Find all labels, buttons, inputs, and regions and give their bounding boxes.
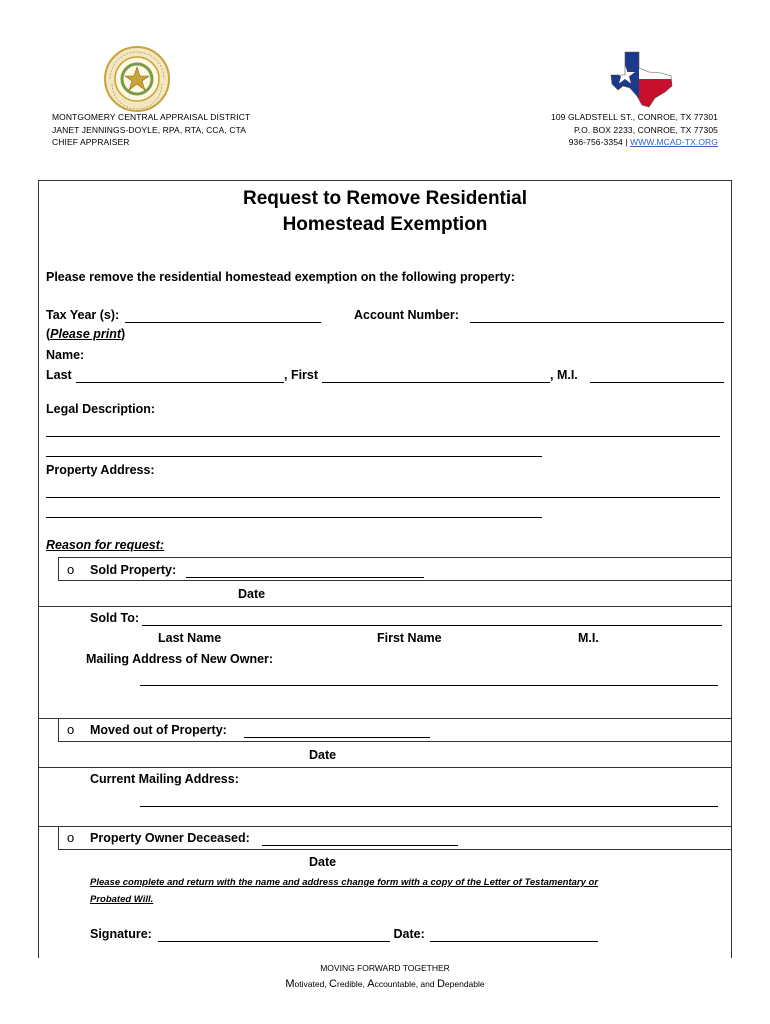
deceased-label: Property Owner Deceased: (90, 831, 250, 845)
separator: | (622, 137, 631, 147)
mi-field[interactable] (590, 382, 724, 383)
district-name: MONTGOMERY CENTRAL APPRAISAL DISTRICT (52, 112, 251, 122)
sold-to-label: Sold To: (90, 611, 140, 625)
form-title-line2: Homestead Exemption (282, 214, 488, 235)
please-print-note: (Please print) (46, 327, 126, 341)
mi-caption: M.I. (578, 631, 599, 645)
tagline-a: A (367, 978, 375, 990)
tax-year-label: Tax Year (s): (46, 308, 120, 322)
legal-description-line1[interactable] (46, 436, 720, 437)
name-label: Name: (46, 348, 85, 362)
sold-property-radio[interactable]: o (67, 562, 75, 577)
signature-label: Signature: (90, 927, 152, 941)
phone-number: 936-756-3354 (568, 137, 623, 147)
chief-appraiser-title: CHIEF APPRAISER (52, 137, 130, 147)
property-address-line2[interactable] (46, 517, 542, 518)
moved-out-radio[interactable]: o (67, 722, 75, 737)
instructions-line1: Please complete and return with the name and address change form with a copy of the Letter of Testamentary or (90, 877, 599, 888)
po-box: P.O. BOX 2233, CONROE, TX 77305 (573, 124, 718, 135)
mcad-seal (104, 46, 170, 112)
tagline-d: D (436, 978, 445, 990)
form-title (0, 186, 770, 238)
legal-description-line2[interactable] (46, 456, 542, 457)
property-address-line1[interactable] (46, 497, 720, 498)
first-name-caption: First Name (377, 631, 442, 645)
tagline-otivated: otivated, (294, 979, 330, 989)
sold-to-field[interactable] (142, 625, 722, 626)
last-name-label: Last (46, 368, 72, 382)
form-title-line1: Request to Remove Residential (242, 188, 528, 209)
chief-appraiser-name: JANET JENNINGS-DOYLE, RPA, RTA, CCA, CTA (52, 124, 247, 135)
moved-out-date-caption: Date (309, 748, 337, 762)
deceased-radio[interactable]: o (67, 830, 75, 845)
property-address-label: Property Address: (46, 463, 155, 477)
tagline-ccountable: ccountable, and (374, 979, 437, 989)
tagline-ependable: ependable (444, 979, 485, 989)
mailing-new-owner-field[interactable] (140, 685, 718, 686)
footer-slogan: MOVING FORWARD TOGETHER (320, 963, 450, 973)
footer-tagline (0, 978, 770, 990)
district-info (52, 111, 250, 149)
texas-flag-map (609, 50, 673, 108)
intro-text: Please remove the residential homestead exemption on the following property: (46, 270, 515, 284)
phone-website-line (551, 136, 718, 149)
account-number-field[interactable] (470, 322, 724, 323)
tagline-m: M (285, 978, 295, 990)
please-print-text: Please print (50, 327, 122, 341)
sold-property-date-field[interactable] (186, 577, 424, 578)
legal-description-label: Legal Description: (46, 402, 156, 416)
deceased-date-field[interactable] (262, 845, 458, 846)
sold-property-date-caption: Date (238, 587, 266, 601)
contact-info (551, 111, 718, 149)
moved-out-date-field[interactable] (244, 737, 430, 738)
street-address: 109 GLADSTELL ST., CONROE, TX 77301 (551, 112, 718, 122)
account-number-label: Account Number: (354, 308, 459, 322)
mailing-new-owner-label: Mailing Address of New Owner: (86, 652, 274, 666)
website-link[interactable]: WWW.MCAD-TX.ORG (630, 137, 718, 147)
last-name-caption: Last Name (158, 631, 222, 645)
reason-label: Reason for request: (46, 538, 165, 552)
tax-year-field[interactable] (125, 322, 321, 323)
last-name-field[interactable] (76, 382, 284, 383)
mi-label: , M.I. (550, 368, 578, 382)
current-mailing-field[interactable] (140, 806, 718, 807)
sold-property-label: Sold Property: (90, 563, 177, 577)
signature-date-field[interactable] (430, 941, 598, 942)
moved-out-label: Moved out of Property: (90, 723, 227, 737)
tagline-redible: redible, (336, 979, 368, 989)
instructions-line2: Probated Will. (90, 894, 154, 905)
deceased-date-caption: Date (309, 855, 337, 869)
tagline-c: C (329, 978, 337, 990)
signature-date-label: Date: (390, 927, 429, 941)
first-name-label: , First (284, 368, 319, 382)
signature-field[interactable] (158, 941, 390, 942)
current-mailing-label: Current Mailing Address: (90, 772, 239, 786)
instructions-note (90, 874, 598, 908)
first-name-field[interactable] (322, 382, 550, 383)
